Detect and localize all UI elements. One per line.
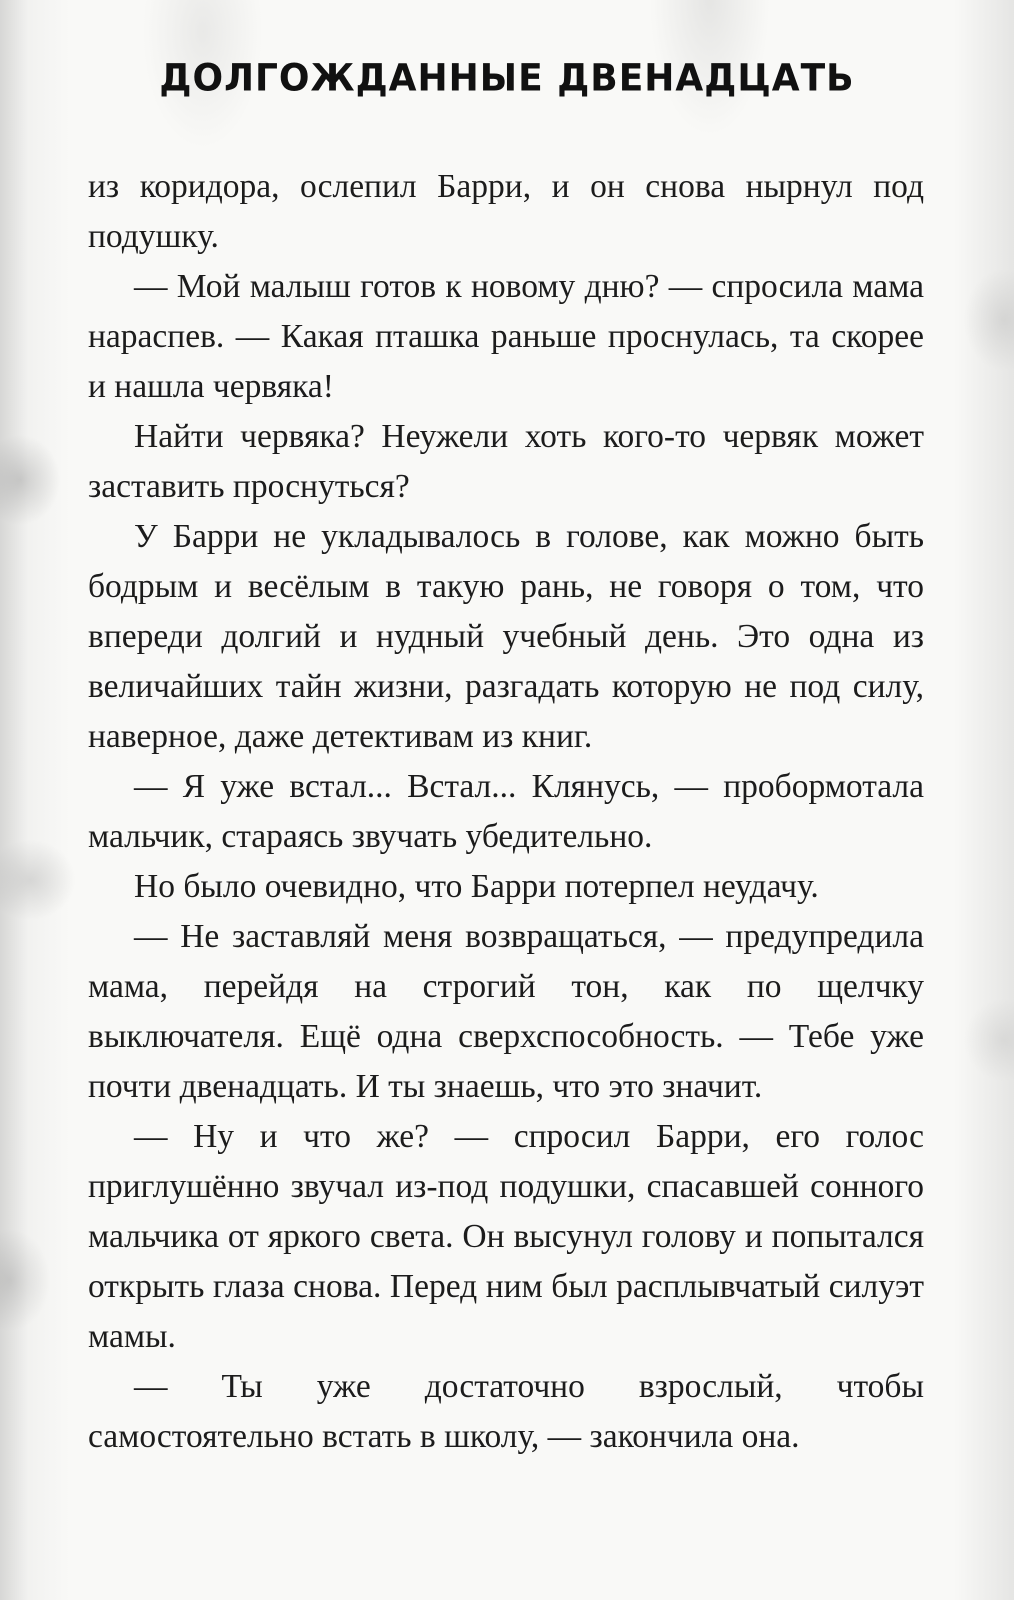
page-shadow-left xyxy=(0,0,70,1600)
paragraph: — Ну и что же? — спросил Барри, его голос приглушённо звучал из-под подушки, спасавшей сонного мальчика от яркого света. Он высунул голову и попытался открыть глаза снова. Перед ним был расплывчатый силуэт мамы. xyxy=(88,1118,924,1355)
page-shadow-right xyxy=(954,0,1014,1600)
paragraph: — Я уже встал... Встал... Клянусь, — пробормотала мальчик, стараясь звучать убедительно. xyxy=(88,768,924,855)
paragraph: — Не заставляй меня возвращаться, — предупредила мама, перейдя на строгий тон, как по щелчку выключателя. Ещё одна сверхспособность. — Тебе уже почти двенадцать. И ты знаешь, что это значит. xyxy=(88,918,924,1105)
running-title: ДОЛГОЖДАННЫЕ ДВЕНАДЦАТЬ xyxy=(159,56,855,101)
paragraph: У Барри не укладывалось в голове, как можно быть бодрым и весёлым в такую рань, не говоря о том, что впереди долгий и нудный учебный день. Это одна из величайших тайн жизни, разгадать которую не под силу, наверное, даже детективам из книг. xyxy=(88,518,924,755)
paragraph: Найти червяка? Неужели хоть кого-то червяк может заставить проснуться? xyxy=(88,418,924,505)
paragraph: из коридора, ослепил Барри, и он снова нырнул под подушку. xyxy=(88,168,924,255)
paragraph: — Мой малыш готов к новому дню? — спросила мама нараспев. — Какая пташка раньше проснулась, та скорее и нашла червяка! xyxy=(88,268,924,405)
paragraph: Но было очевидно, что Барри потерпел неудачу. xyxy=(134,868,819,905)
body-text xyxy=(88,162,924,1462)
paragraph: — Ты уже достаточно взрослый, чтобы самостоятельно встать в школу, — закончила она. xyxy=(88,1368,924,1455)
